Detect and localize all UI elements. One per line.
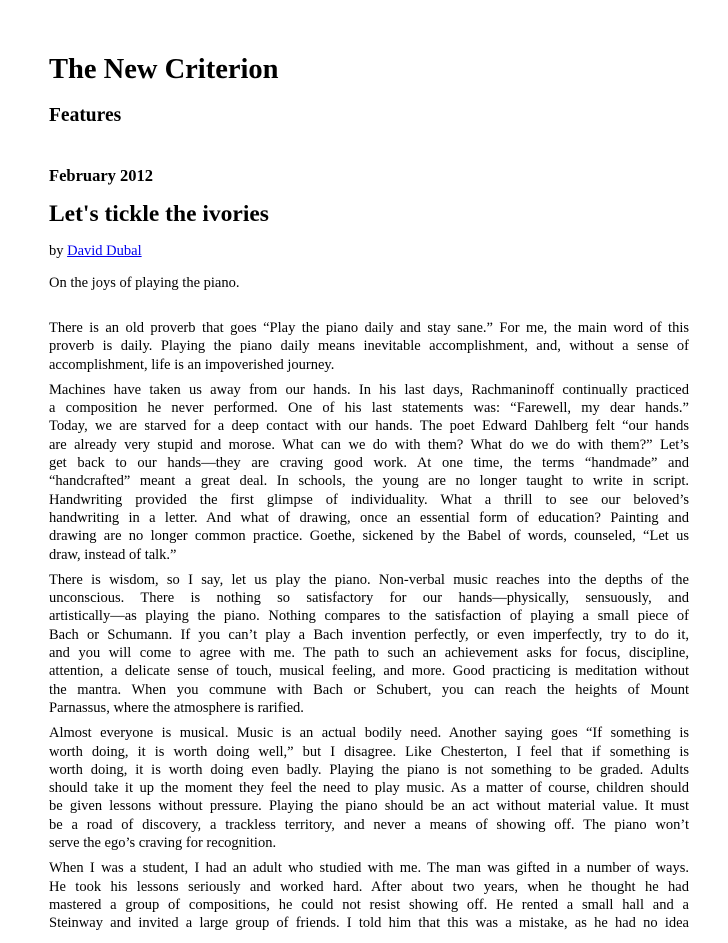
paragraph-line: Bach or Schumann. If you can’t play a Bach invention perfectly, or even imperfectly, try to do it,: [49, 626, 689, 643]
paragraph-line: Parnassus, where the atmosphere is rarified.: [49, 699, 304, 716]
section-label: Features: [49, 105, 122, 126]
paragraph-line: There is wisdom, so I say, let us play the piano. Non-verbal music reaches into the depths of the: [49, 571, 689, 588]
paragraph-line: There is an old proverb that goes “Play the piano daily and stay sane.” For me, the main word of this: [49, 320, 689, 336]
article-paragraph: [49, 571, 689, 717]
paragraph-line: the mantra. When you commune with Bach or Schubert, you can reach the heights of Mount: [49, 681, 689, 698]
paragraph-line: get back to our hands—they are craving good work. At one time, the terms “handmade” and: [49, 455, 689, 472]
byline: [49, 242, 142, 261]
byline-prefix: by: [49, 243, 64, 259]
paragraph-line: be given lessons without pressure. Playing the piano should be an act without material value. It must: [49, 798, 689, 815]
paragraph-line: are already very stupid and morose. What can we do with them? What do we do with them?” Let’s: [49, 436, 689, 453]
paragraph-line: handwriting in a letter. And what of drawing, once an essential form of education? Painting and: [49, 509, 689, 526]
paragraph-line: draw, instead of talk.”: [49, 546, 177, 563]
article-body: [49, 319, 689, 940]
paragraph-line: Steinway and invited a large group of friends. I told him that this was a mistake, as he had no idea: [49, 915, 689, 932]
paragraph-line: accomplishment, life is an impoverished journey.: [49, 356, 335, 373]
site-title: The New Criterion: [49, 54, 279, 85]
article-paragraph: [49, 724, 689, 852]
paragraph-line: mastered a group of compositions, he could not resist showing off. He rented a small hall and a: [49, 896, 689, 913]
paragraph-line: and you will come to agree with me. The path to such an achievement asks for focus, discipline,: [49, 645, 689, 662]
article-dek: On the joys of playing the piano.: [49, 275, 240, 291]
issue-date: February 2012: [49, 166, 154, 185]
paragraph-line: artistically—as playing the piano. Nothing compares to the satisfaction of playing a small piece of: [49, 608, 689, 625]
paragraph-line: proverb is daily. Playing the piano daily means inevitable accomplishment, and, without a sense of: [49, 338, 689, 355]
paragraph-line: He took his lessons seriously and worked hard. After about two years, when he thought he had: [49, 878, 689, 895]
paragraph-line: a composition he never performed. One of his last statements was: “Farewell, my dear hands.”: [49, 400, 689, 417]
paragraph-line: Machines have taken us away from our hands. In his last days, Rachmaninoff continually practiced: [49, 381, 689, 398]
article-paragraph: [49, 381, 689, 564]
paragraph-line: worth doing, it is worth doing well,” but I disagree. Like Chesterton, I feel that if something is: [49, 743, 689, 760]
article-title: Let's tickle the ivories: [49, 201, 269, 227]
paragraph-line: should take it up the moment they feel the need to play music. As a matter of course, children should: [49, 780, 689, 797]
article-paragraph: [49, 859, 689, 932]
author-link[interactable]: David Dubal: [67, 243, 142, 259]
paragraph-line: be a road of discovery, a trackless territory, and never a means of showing off. The piano won’t: [49, 816, 689, 833]
paragraph-line: Handwriting provided the first glimpse of individuality. What a thrill to see our beloved’s: [49, 491, 689, 508]
paragraph-line: Almost everyone is musical. Music is an actual bodily need. Another saying goes “If something is: [49, 725, 689, 742]
article-paragraph: [49, 319, 689, 374]
paragraph-line: Today, we are starved for a deep contact with our hands. The poet Edward Dahlberg felt “our hands: [49, 418, 689, 435]
paragraph-line: serve the ego’s craving for recognition.: [49, 835, 277, 852]
paragraph-line: unconscious. There is nothing so satisfactory for our hands—physically, sensuously, and: [49, 590, 689, 607]
paragraph-line: When I was a student, I had an adult who studied with me. The man was gifted in a number of ways.: [49, 860, 689, 877]
paragraph-line: attention, a delicate sense of touch, musical feeling, and more. Good practicing is meditation without: [49, 663, 689, 680]
paragraph-line: “handcrafted” meant a great deal. In schools, the young are no longer taught to write in script.: [49, 473, 689, 490]
paragraph-line: worth doing, it is worth doing even badly. Playing the piano is not something to be graded. Adults: [49, 761, 689, 778]
paragraph-line: drawing are no longer common practice. Goethe, sickened by the Babel of words, counseled, “Let us: [49, 528, 689, 545]
